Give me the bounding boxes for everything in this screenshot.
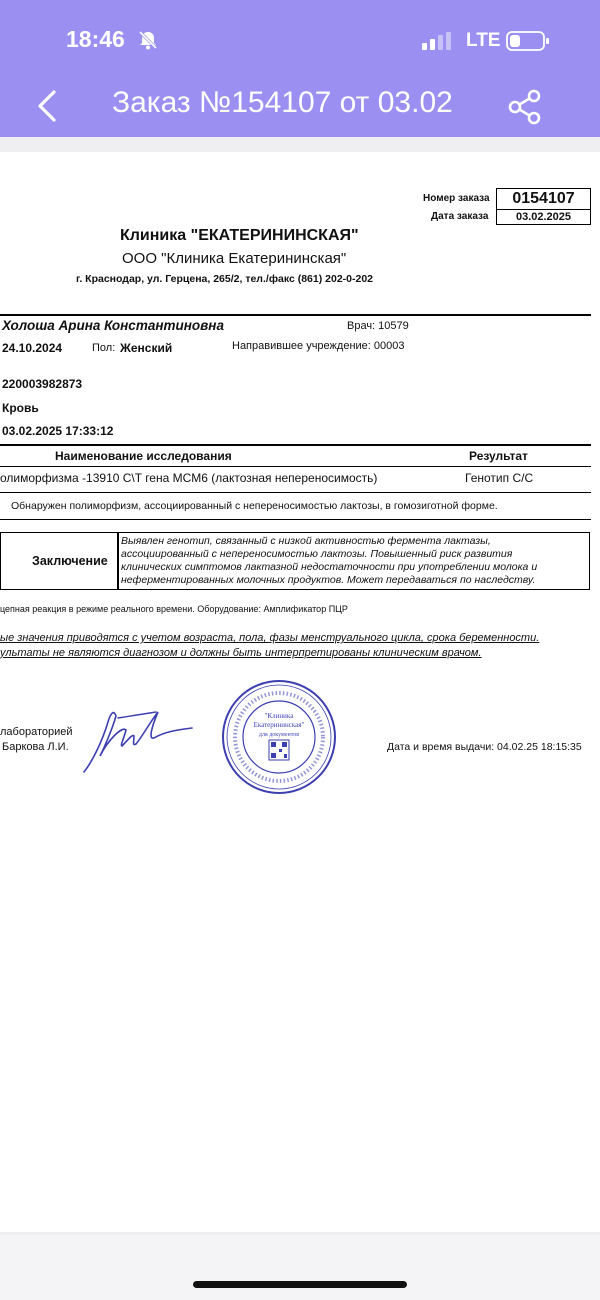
network-type: LTE: [466, 30, 501, 51]
lab-head-title: лабораторией: [0, 726, 73, 738]
clinic-org: ООО "Клиника Екатерининская": [122, 250, 347, 267]
material: Кровь: [2, 401, 39, 415]
status-time: 18:46: [66, 26, 125, 52]
order-date: 03.02.2025: [496, 209, 591, 225]
conclusion-line-4: неферментированных молочных продуктов. Может передаваться по наследству.: [121, 574, 536, 586]
result-note: Обнаружен полиморфизм, ассоциированный с непереносимостью лактозы, в гомозиготной форме.: [11, 500, 498, 512]
conclusion-line-3: клинических симптомов лактазной недостаточности при употреблении молока и: [121, 561, 538, 573]
doctor-code: Врач: 10579: [347, 320, 409, 332]
conclusion-line-1: Выявлен генотип, связанный с низкой активностью фермента лактазы,: [121, 535, 491, 547]
back-chevron-icon[interactable]: [30, 86, 66, 126]
clinic-stamp-image: [220, 678, 338, 796]
sex-label: Пол:: [92, 342, 116, 354]
svg-text:"Клиника: "Клиника: [264, 712, 294, 720]
bell-muted-icon: [137, 29, 159, 51]
table-row-rule: [0, 492, 591, 493]
method-text: цепная реакция в режиме реального времени. Оборудование: Амплификатор ПЦР: [0, 604, 348, 614]
table-header-rule: [0, 466, 591, 467]
column-header-result: Результат: [469, 449, 528, 463]
column-header-name: Наименование исследования: [55, 449, 232, 463]
patient-name: Холоша Арина Константиновна: [2, 318, 224, 333]
clinic-address: г. Краснодар, ул. Герцена, 265/2, тел./факс (861) 202-0-202: [76, 273, 374, 285]
sample-datetime: 03.02.2025 17:33:12: [2, 424, 114, 438]
clinic-title: Клиника "ЕКАТЕРИНИНСКАЯ": [120, 227, 359, 244]
disclaimer-line-1: ые значения приводятся с учетом возраста, пола, фазы менструального цикла, срока беременности.: [0, 632, 540, 644]
battery-icon: [506, 30, 550, 52]
signal-icon: [422, 32, 456, 50]
order-number-label: Номер заказа: [423, 193, 490, 204]
share-icon[interactable]: [506, 88, 544, 126]
table-bottom-rule: [0, 519, 591, 520]
referral: Направившее учреждение: 00003: [232, 340, 405, 352]
conclusion-label: Заключение: [32, 554, 108, 568]
svg-text:для документов: для документов: [258, 732, 300, 738]
conclusion-line-2: ассоциированный с непереносимостью лактозы. Повышенный риск развития: [121, 548, 513, 560]
signature-image: [78, 696, 196, 778]
sex-value: Женский: [120, 341, 173, 355]
order-number: 0154107: [496, 188, 591, 210]
table-top-rule: [0, 444, 591, 446]
disclaimer-line-2: ультаты не являются диагнозом и должны быть интерпретированы клиническим врачом.: [0, 647, 482, 659]
birth-date: 24.10.2024: [2, 341, 63, 355]
order-date-label: Дата заказа: [431, 211, 489, 222]
issue-datetime: Дата и время выдачи: 04.02.25 18:15:35: [387, 741, 582, 753]
page-title: Заказ №154107 от 03.02: [112, 86, 453, 119]
result-row-name: олиморфизма -13910 C\T гена MCM6 (лактозная непереносимость): [0, 471, 378, 485]
app-header: [0, 0, 600, 137]
svg-text:Екатерининская": Екатерининская": [253, 721, 305, 729]
home-indicator[interactable]: [193, 1281, 407, 1288]
lab-head-name: Баркова Л.И.: [2, 741, 69, 753]
bottom-safe-area: [0, 1235, 600, 1300]
divider: [0, 314, 591, 316]
conclusion-separator: [117, 532, 119, 590]
sample-id: 220003982873: [2, 377, 83, 391]
result-row-value: Генотип C/C: [465, 471, 534, 485]
